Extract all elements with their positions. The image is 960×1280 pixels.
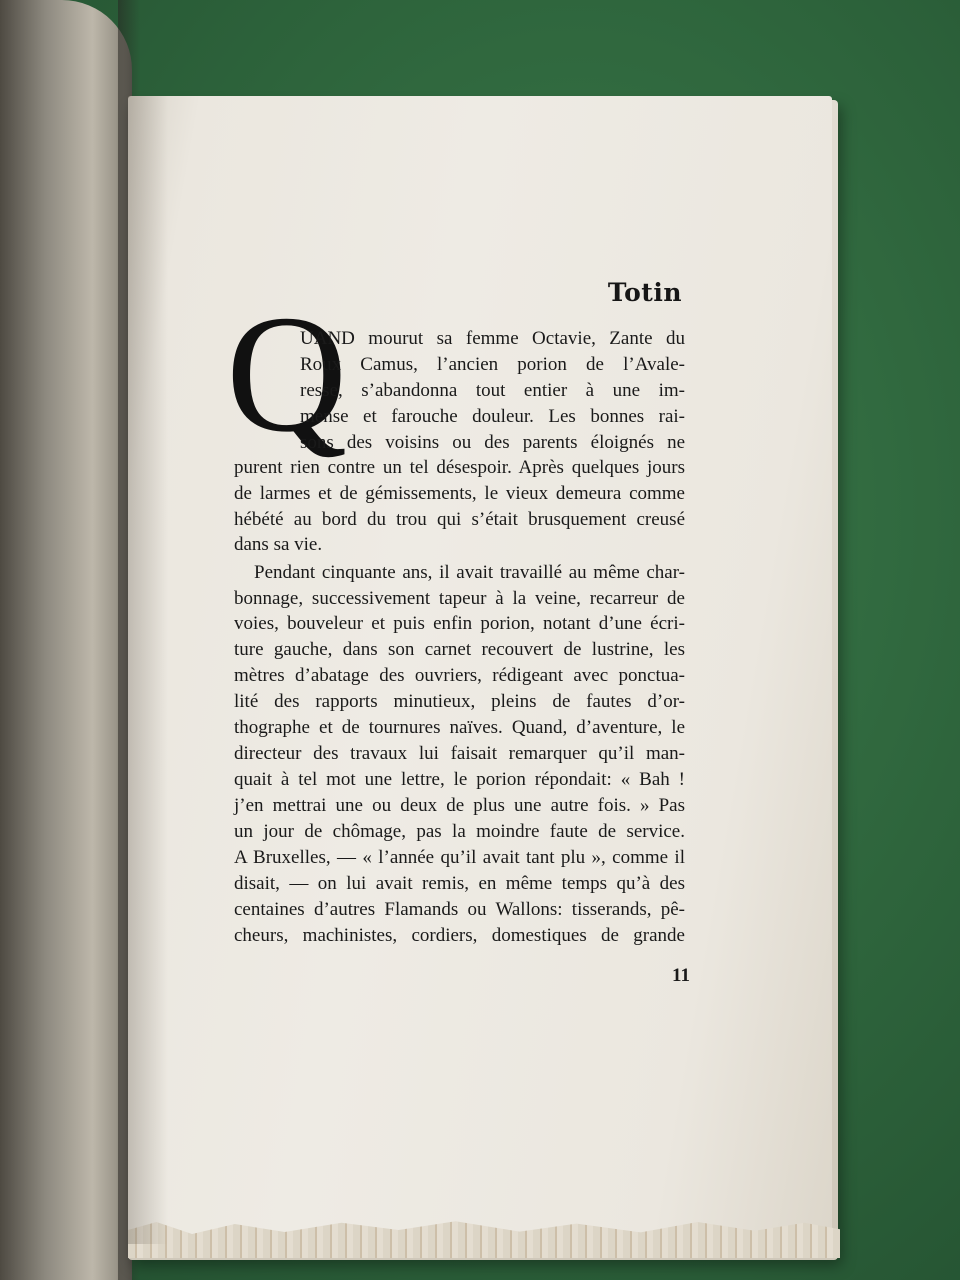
text-line-17: directeur des travaux lui faisait remarquer qu’il man- [234,743,685,764]
left-page-edge [0,0,132,1280]
text-line-23: centaines d’autres Flamands ou Wallons: tisserands, pê- [234,899,685,920]
text-line-10: Pendant cinquante ans, il avait travaillé au même char- [254,562,685,583]
page-number: 11 [672,965,690,986]
text-line-13: ture gauche, dans son carnet recouvert de lustrine, les [234,639,685,660]
spine-shade [128,96,168,1244]
text-line-4: mense et farouche douleur. Les bonnes rai- [300,406,685,427]
text-line-2: Roux Camus, l’ancien porion de l’Avale- [300,354,685,375]
text-line-19: j’en mettrai une ou deux de plus une autre fois. » Pas [234,795,685,816]
text-line-15: lité des rapports minutieux, pleins de fautes d’or- [234,691,685,712]
text-line-6: purent rien contre un tel désespoir. Après quelques jours [234,457,685,478]
text-line-16: thographe et de tournures naïves. Quand, d’aventure, le [234,717,685,738]
text-line-14: mètres d’abatage des ouvriers, rédigeant avec ponctua- [234,665,685,686]
drop-cap: Q [226,281,348,467]
text-line-11: bonnage, successivement tapeur à la veine, recarreur de [234,588,685,609]
text-line-24: cheurs, machinistes, cordiers, domestiques de grande [234,925,685,946]
chapter-title: Totin [607,278,682,307]
text-line-5: sons des voisins ou des parents éloignés ne [300,432,685,453]
text-line-7: de larmes et de gémissements, le vieux demeura comme [234,483,685,504]
text-line-3: resse, s’abandonna tout entier à une im- [300,380,685,401]
text-line-9: dans sa vie. [234,534,323,555]
text-line-8: hébété au bord du trou qui s’était brusquement creusé [234,509,685,530]
text-line-18: quait à tel mot une lettre, le porion répondait: « Bah ! [234,769,685,790]
text-line-1: UAND mourut sa femme Octavie, Zante du [300,328,685,349]
text-line-12: voies, bouveleur et puis enfin porion, notant d’une écri- [234,613,685,634]
text-line-20: un jour de chômage, pas la moindre faute de service. [234,821,685,842]
text-line-22: disait, — on lui avait remis, en même temps qu’à des [234,873,685,894]
text-line-21: A Bruxelles, — « l’année qu’il avait tant plu », comme il [234,847,685,868]
